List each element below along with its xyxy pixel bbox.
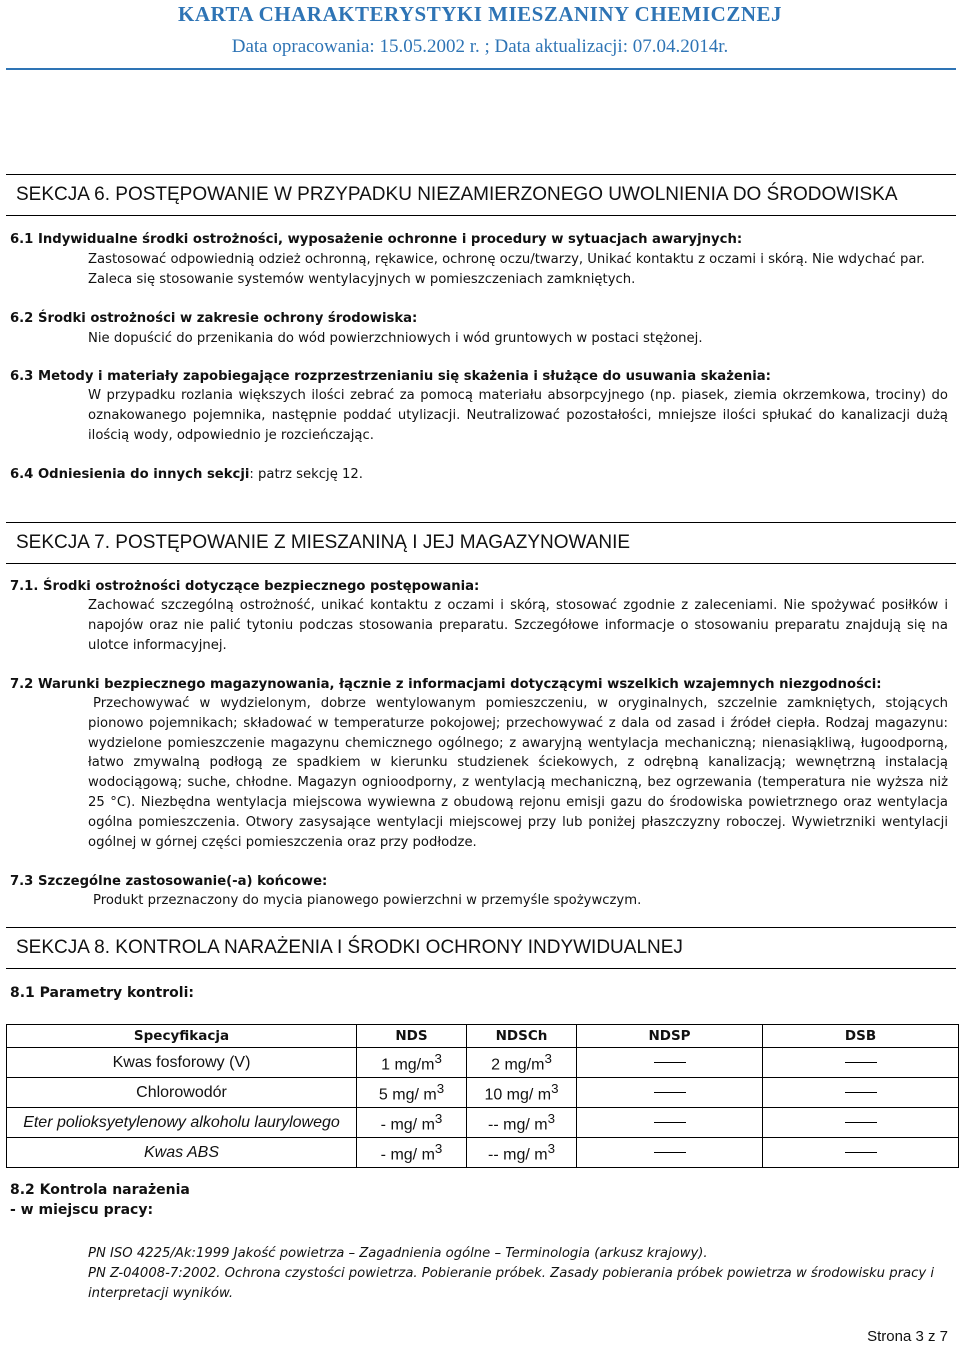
cell-substance: Kwas fosforowy (V) bbox=[7, 1048, 357, 1078]
section-6-3-title: 6.3 Metody i materiały zapobiegające rozprzestrzenianiu się skażenia i służące do usuwania skażenia: bbox=[10, 369, 771, 384]
section-7-2-body: Przechowywać w wydzielonym, dobrze wentylowanym pomieszczeniu, w oryginalnych, szczelnie zamkniętych, stojących pionowo pojemnikach; składować w temperaturze pokojowej; przechowywać z dala od zasad i źródeł ciepła. Rodzaj magazynu: wydzielone pomieszczenie magazynu chemicznego ogólnego; z awaryjną wentylacja mechaniczną; nienasiąkliwą, ługoodporną, łatwo zmywalną podłogą ze spadkiem w kierunku studzienek ściekowych, z odrębną kanalizacją; wewnętrzną instalacją wodociągową; suche, chłodne. Magazyn ognioodporny, z wentylacją mechaniczną, bez ogrzewania (temperatura nie wyższa niż 25 °C). Niezbędna wentylacja miejscowa wywiewna z obudową rejonu emisji gazu do środowiska powietrznego oraz wentylacja ogólna pomieszczenia. Otwory zasysające wentylacji miejscowej przy lub poniżej płaszczyzny roboczej. Wywietrzniki wentylacji ogólnej w górnej części pomieszczenia oraz przy podłodze. bbox=[88, 696, 948, 850]
superscript: 3 bbox=[434, 1140, 443, 1156]
cell-ndsch bbox=[467, 1048, 577, 1078]
section-6-3-body: W przypadku rozlania większych ilości zebrać za pomocą materiału absorpcyjnego (np. piasek, ziemia okrzemkowa, trociny) do oznakowanego pojemnika, następnie poddać utylizacji. Neutralizować pozostałości, mniejsze ilości spłukać do kanalizacji dużą ilością wody, odpowiednio je rozcieńczając. bbox=[88, 388, 948, 443]
cell-substance: Kwas ABS bbox=[7, 1138, 357, 1168]
ndsch-value: 2 mg/m bbox=[491, 1056, 545, 1074]
cell-substance: Chlorowodór bbox=[7, 1078, 357, 1108]
section-8-2-subtitle: - w miejscu pracy: bbox=[10, 1202, 154, 1218]
cell-nds bbox=[357, 1048, 467, 1078]
cell-dsb bbox=[763, 1048, 959, 1078]
page-number: Strona 3 z 7 bbox=[867, 1328, 948, 1345]
superscript: 3 bbox=[436, 1080, 445, 1096]
section-8-1-title: 8.1 Parametry kontroli: bbox=[10, 985, 194, 1001]
cell-substance: Eter polioksyetylenowy alkoholu laurylowego bbox=[7, 1108, 357, 1138]
table-header-row bbox=[7, 1025, 959, 1048]
section-6-4-rest: : patrz sekcję 12. bbox=[249, 467, 363, 482]
nds-value: 5 mg/ m bbox=[378, 1086, 437, 1104]
table-row bbox=[7, 1138, 959, 1168]
superscript: 3 bbox=[434, 1110, 443, 1126]
section-8-2-title: 8.2 Kontrola narażenia bbox=[10, 1182, 190, 1198]
empty-dash bbox=[845, 1152, 877, 1153]
document-title: KARTA CHARAKTERYSTYKI MIESZANINY CHEMICZNEJ bbox=[177, 2, 782, 26]
nds-value: - mg/ m bbox=[380, 1116, 435, 1134]
ndsch-value: -- mg/ m bbox=[488, 1146, 548, 1164]
superscript: 3 bbox=[434, 1050, 442, 1066]
empty-dash bbox=[654, 1152, 686, 1153]
cell-ndsch bbox=[467, 1138, 577, 1168]
ndsch-value: -- mg/ m bbox=[488, 1116, 548, 1134]
reference-standard-1: PN ISO 4225/Ak:1999 Jakość powietrza – Zagadnienia ogólne – Terminologia (arkusz krajowy). bbox=[88, 1246, 708, 1261]
reference-standard-2: PN Z-04008-7:2002. Ochrona czystości powietrza. Pobieranie próbek. Zasady pobierania próbek powietrza w środowisku pracy i interpretacji wyników. bbox=[88, 1266, 935, 1301]
superscript: 3 bbox=[547, 1110, 555, 1126]
cell-ndsp bbox=[577, 1108, 763, 1138]
empty-dash bbox=[654, 1092, 686, 1093]
superscript: 3 bbox=[547, 1140, 555, 1156]
section-6-1-line-1: Zastosować odpowiednią odzież ochronną, rękawice, ochronę oczu/twarzy, Unikać kontaktu z oczami i skórą. Nie wdychać par. bbox=[88, 252, 925, 267]
cell-ndsp bbox=[577, 1138, 763, 1168]
section-6-4 bbox=[10, 465, 363, 484]
column-header-ndsp: NDSP bbox=[577, 1025, 763, 1048]
cell-ndsch bbox=[467, 1108, 577, 1138]
nds-value: - mg/ m bbox=[380, 1146, 435, 1164]
cell-nds bbox=[357, 1078, 467, 1108]
section-7-1-body: Zachować szczególną ostrożność, unikać kontaktu z oczami i skórą, stosować zgodnie z zaleceniami. Nie spożywać posiłków i napojów oraz nie palić tytoniu podczas stosowania preparatu. Szczegółowe informacje o stosowaniu preparatu znajdują się na ulotce informacyjnej. bbox=[88, 598, 948, 653]
empty-dash bbox=[845, 1092, 877, 1093]
section-7-1-title: 7.1. Środki ostrożności dotyczące bezpiecznego postępowania: bbox=[10, 579, 480, 594]
column-header-dsb: DSB bbox=[763, 1025, 959, 1048]
cell-nds bbox=[357, 1108, 467, 1138]
section-7-heading: SEKCJA 7. POSTĘPOWANIE Z MIESZANINĄ I JEJ MAGAZYNOWANIE bbox=[16, 532, 631, 553]
section-6-heading-box bbox=[6, 174, 956, 216]
empty-dash bbox=[845, 1122, 877, 1123]
cell-ndsch bbox=[467, 1078, 577, 1108]
empty-dash bbox=[654, 1122, 686, 1123]
superscript: 3 bbox=[544, 1050, 552, 1066]
column-header-nds: NDS bbox=[357, 1025, 467, 1048]
cell-dsb bbox=[763, 1108, 959, 1138]
column-header-specyfikacja: Specyfikacja bbox=[7, 1025, 357, 1048]
table-row bbox=[7, 1048, 959, 1078]
section-6-heading: SEKCJA 6. POSTĘPOWANIE W PRZYPADKU NIEZAMIERZONEGO UWOLNIENIA DO ŚRODOWISKA bbox=[16, 184, 898, 205]
section-8-heading-box bbox=[6, 927, 956, 969]
cell-dsb bbox=[763, 1078, 959, 1108]
nds-value: 1 mg/m bbox=[381, 1056, 435, 1074]
table-row bbox=[7, 1108, 959, 1138]
column-header-ndsch: NDSCh bbox=[467, 1025, 577, 1048]
section-6-4-title: 6.4 Odniesienia do innych sekcji bbox=[10, 467, 250, 482]
cell-ndsp bbox=[577, 1078, 763, 1108]
document-dates: Data opracowania: 15.05.2002 r. ; Data aktualizacji: 07.04.2014r. bbox=[231, 36, 729, 57]
section-8-heading: SEKCJA 8. KONTROLA NARAŻENIA I ŚRODKI OCHRONY INDYWIDUALNEJ bbox=[16, 937, 683, 958]
section-6-2-title: 6.2 Środki ostrożności w zakresie ochrony środowiska: bbox=[10, 311, 418, 326]
section-7-3-body: Produkt przeznaczony do mycia pianowego powierzchni w przemyśle spożywczym. bbox=[93, 893, 642, 908]
table-row bbox=[7, 1078, 959, 1108]
empty-dash bbox=[845, 1062, 877, 1063]
empty-dash bbox=[654, 1062, 686, 1063]
cell-ndsp bbox=[577, 1048, 763, 1078]
section-7-2-title: 7.2 Warunki bezpiecznego magazynowania, łącznie z informacjami dotyczącymi wszelkich wzajemnych niezgodności: bbox=[10, 677, 882, 692]
header-divider bbox=[6, 68, 956, 70]
cell-nds bbox=[357, 1138, 467, 1168]
exposure-limits-table bbox=[6, 1024, 959, 1168]
ndsch-value: 10 mg/ m bbox=[484, 1086, 552, 1104]
section-6-1-title: 6.1 Indywidualne środki ostrożności, wyposażenie ochronne i procedury w sytuacjach awaryjnych: bbox=[10, 232, 743, 247]
section-6-2-line-1: Nie dopuścić do przenikania do wód powierzchniowych i wód gruntowych w postaci stężonej. bbox=[88, 331, 703, 346]
section-7-heading-box bbox=[6, 522, 956, 564]
superscript: 3 bbox=[551, 1080, 559, 1096]
section-6-1-line-2: Zaleca się stosowanie systemów wentylacyjnych w pomieszczeniach zamkniętych. bbox=[88, 272, 636, 287]
section-7-3-title: 7.3 Szczególne zastosowanie(-a) końcowe: bbox=[10, 874, 328, 889]
cell-dsb bbox=[763, 1138, 959, 1168]
